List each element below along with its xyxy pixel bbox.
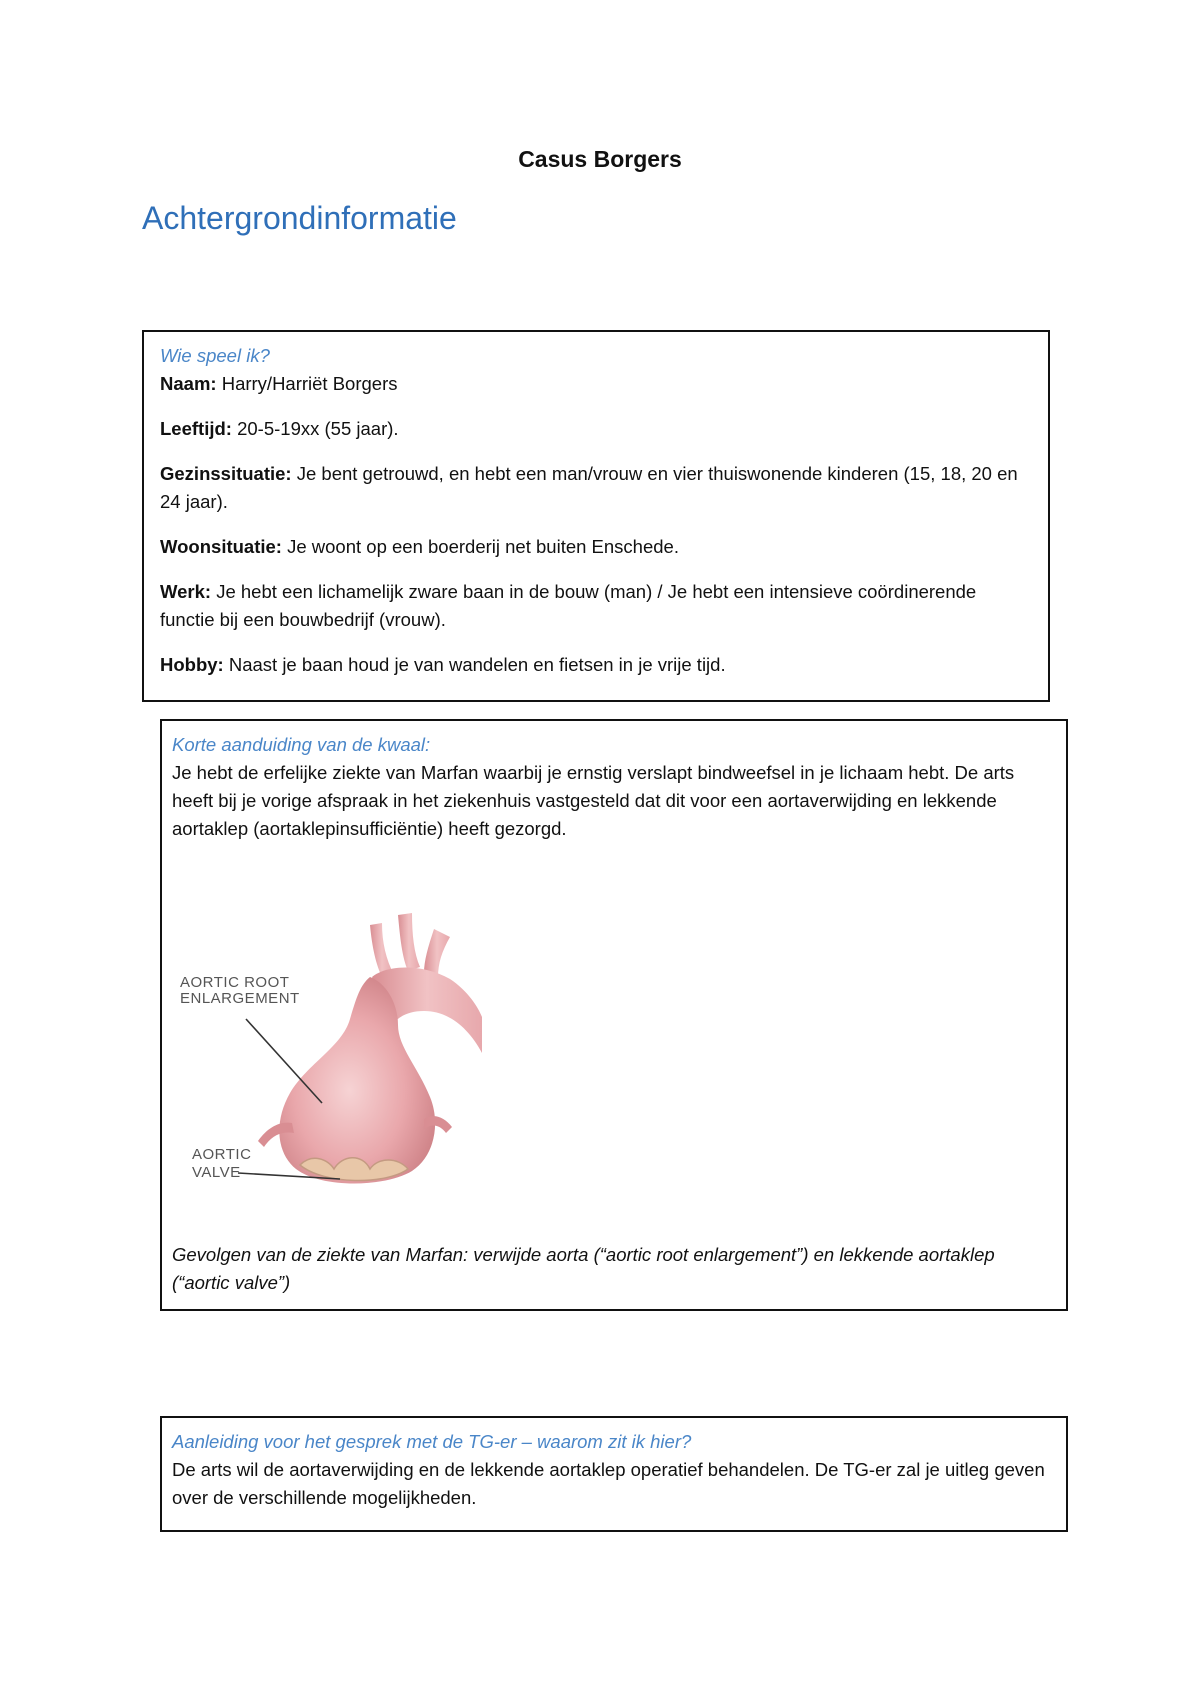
- valve-label-line1: AORTIC: [192, 1146, 252, 1163]
- living-label: Woonsituatie:: [160, 536, 282, 557]
- work-value: Je hebt een lichamelijk zware baan in de bouw (man) / Je hebt een intensieve coördinerende functie bij een bouwbedrijf (vrouw).: [160, 581, 977, 630]
- living-value: Je woont op een boerderij net buiten Enschede.: [287, 536, 679, 557]
- age-label: Leeftijd:: [160, 418, 232, 439]
- hobby-row: [160, 651, 1034, 679]
- condition-text: Je hebt de erfelijke ziekte van Marfan waarbij je ernstig verslapt bindweefsel in je lichaam hebt. De arts heeft bij je vorige afspraak in het ziekenhuis vastgesteld dat dit voor een aortaverwijding en lekkende aortaklep (aortaklepinsufficiëntie) heeft gezorgd.: [172, 762, 1015, 839]
- work-row: [160, 578, 1034, 634]
- family-label: Gezinssituatie:: [160, 463, 292, 484]
- work-label: Werk:: [160, 581, 212, 602]
- figure-caption: Gevolgen van de ziekte van Marfan: verwijde aorta (“aortic root enlargement”) en lekkende aortaklep (“aortic valve”): [172, 1244, 995, 1293]
- aorta-illustration: [172, 907, 482, 1197]
- age-value: 20-5-19xx (55 jaar).: [237, 418, 399, 439]
- root-label-leader: [246, 1019, 322, 1103]
- branch-vessel-left: [370, 923, 394, 977]
- branch-vessel-middle: [398, 913, 420, 971]
- reason-text: De arts wil de aortaverwijding en de lekkende aortaklep operatief behandelen. De TG-er zal je uitleg geven over de verschillende mogelijkheden.: [172, 1459, 1045, 1508]
- root-label-line1: AORTIC ROOT: [180, 974, 290, 991]
- family-row: [160, 460, 1034, 516]
- document-title: Casus Borgers: [518, 146, 682, 172]
- hobby-value: Naast je baan houd je van wandelen en fietsen in je vrije tijd.: [228, 654, 726, 675]
- who-caption: Wie speel ik?: [160, 345, 270, 366]
- root-label-line2: ENLARGEMENT: [180, 990, 300, 1007]
- reason-caption: Aanleiding voor het gesprek met de TG-er – waarom zit ik hier?: [172, 1431, 692, 1452]
- name-label: Naam:: [160, 373, 217, 394]
- reason-box: [160, 1416, 1068, 1532]
- age-row: [160, 415, 1034, 443]
- branch-vessel-right: [424, 929, 450, 977]
- name-row: [160, 370, 1034, 398]
- condition-caption: Korte aanduiding van de kwaal:: [172, 734, 431, 755]
- valve-label-line2: VALVE: [192, 1164, 241, 1181]
- family-value: Je bent getrouwd, en hebt een man/vrouw en vier thuiswonende kinderen (15, 18, 20 en 24 jaar).: [160, 463, 1018, 512]
- living-row: [160, 533, 1034, 561]
- who-am-i-box: [142, 330, 1050, 702]
- condition-box: [160, 719, 1068, 1311]
- hobby-label: Hobby:: [160, 654, 224, 675]
- section-heading: Achtergrondinformatie: [142, 200, 457, 236]
- name-value: Harry/Harriët Borgers: [221, 373, 398, 394]
